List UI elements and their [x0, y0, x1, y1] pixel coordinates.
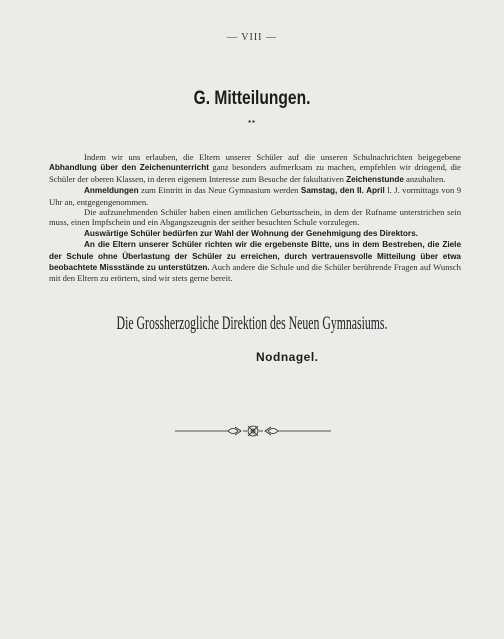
title-ornament: ▪▪	[248, 117, 256, 126]
text-segment-bold: Abhandlung über den Zeichenunterricht	[49, 163, 209, 173]
floral-divider-icon	[173, 422, 333, 440]
paragraph-aufnahme	[49, 207, 461, 228]
text-segment: Indem wir uns erlauben, die Eltern unserer Schüler auf die unseren Schulnachrichten beigegebene	[84, 152, 461, 162]
text-segment-bold: Anmeldungen	[84, 186, 139, 196]
text-segment: Auch andere die Schule und die Schüler berührende Fragen auf Wunsch mit den Eltern zu erörtern, sind wir stets gerne bereit.	[49, 262, 461, 284]
page-number: — VIII —	[226, 32, 278, 43]
paragraph-anmeldungen	[49, 185, 461, 207]
paragraph-eltern	[49, 239, 461, 284]
body-text	[49, 152, 461, 284]
text-segment: anzuhalten.	[403, 173, 446, 184]
section-title: G. Mitteilungen.	[193, 88, 311, 109]
text-segment: Die aufzunehmenden Schüler haben einen amtlichen Geburtsschein, in dem der Rufname unterstrichen sein muss, einen Impfschein und ein Abgangszeugnis der seither besuchten Schule vorzulegen.	[49, 207, 461, 228]
text-segment: l. J. vormittags von 9 Uhr an, entgegengenommen.	[49, 185, 461, 207]
signature-institution: Die Grossherzogliche Direktion des Neuen Gymnasiums.	[116, 313, 388, 334]
paragraph-auswaertige	[49, 228, 461, 239]
text-segment: ganz besonders aufmerksam zu machen, empfehlen wir dringend, die Schüler der oberen Klassen, in deren eigenem Interesse zum Besuche der fakultativen	[49, 162, 461, 184]
text-segment-bold: An die Eltern unserer Schüler richten wir die ergebenste Bitte, uns in dem Bestreben, die Ziele der Schule ohne Überlastung der Schüler zu erreichen, durch vertrauensvolle Mitteilung über etwa beobachtete Missstände zu unterstützen.	[49, 240, 461, 273]
text-segment-bold: Auswärtige Schüler bedürfen zur Wahl der Wohnung der Genehmigung des Direktors.	[84, 228, 418, 238]
text-segment-bold: Samstag, den II. April	[300, 186, 385, 196]
paragraph-zeichenunterricht	[49, 152, 461, 185]
signature-name: Nodnagel.	[256, 350, 319, 364]
text-segment: zum Eintritt in das Neue Gymnasium werden	[138, 185, 301, 196]
text-segment-bold: Zeichenstunde	[346, 174, 404, 184]
